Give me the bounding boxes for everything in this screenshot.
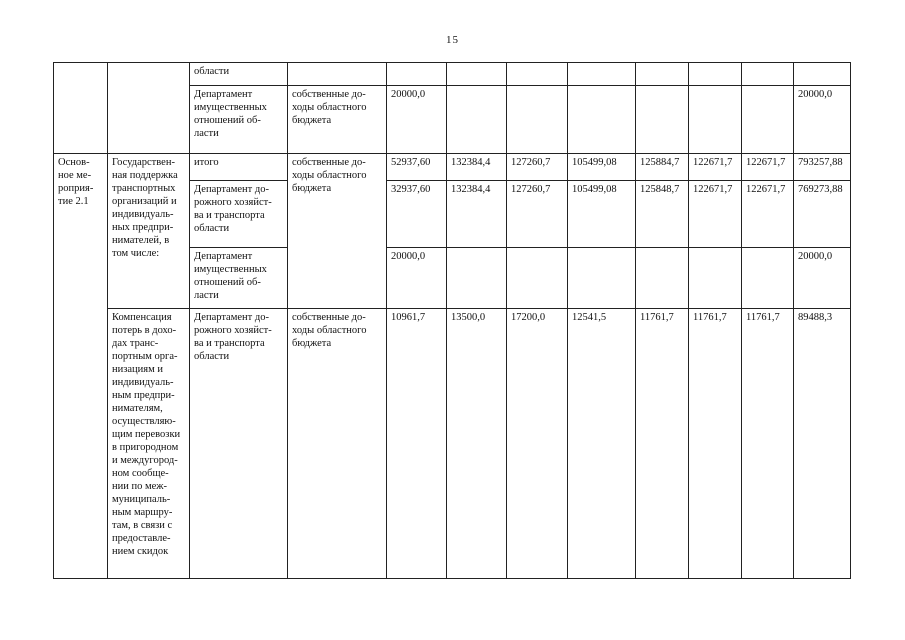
value-cell: 122671,7 bbox=[742, 181, 794, 248]
table-row bbox=[54, 309, 851, 579]
measure-cell bbox=[54, 63, 108, 154]
value-cell: 105499,08 bbox=[568, 154, 636, 181]
value-cell: 132384,4 bbox=[447, 181, 507, 248]
name-cell: Компенсация потерь в дохо- дах транс- портным орга- низациям и индивидуаль- ным предпри- нимателям, осуществляю- щим перевозки в пригородном и междугород- ном сообще- нии по меж- муниципаль- ным маршру- там, в связи с предоставле- нием скидок bbox=[108, 309, 190, 579]
value-cell bbox=[568, 86, 636, 154]
value-cell: 12541,5 bbox=[568, 309, 636, 579]
value-cell bbox=[689, 86, 742, 154]
value-cell: 132384,4 bbox=[447, 154, 507, 181]
value-cell: 122671,7 bbox=[742, 154, 794, 181]
value-cell: 11761,7 bbox=[636, 309, 689, 579]
value-cell: 17200,0 bbox=[507, 309, 568, 579]
source-cell: собственные до- ходы областного бюджета bbox=[288, 86, 387, 154]
value-cell: 793257,88 bbox=[794, 154, 851, 181]
value-cell: 20000,0 bbox=[387, 248, 447, 309]
name-cell bbox=[108, 63, 190, 154]
table-row bbox=[54, 154, 851, 181]
value-cell: 127260,7 bbox=[507, 181, 568, 248]
value-cell: 105499,08 bbox=[568, 181, 636, 248]
value-cell: 13500,0 bbox=[447, 309, 507, 579]
name-cell: Государствен- ная поддержка транспортных организаций и индивидуаль- ных предпри- нимателей, в том числе: bbox=[108, 154, 190, 309]
executor-cell: области bbox=[190, 63, 288, 86]
value-cell bbox=[568, 248, 636, 309]
executor-cell: Департамент до- рожного хозяйст- ва и транспорта области bbox=[190, 181, 288, 248]
value-cell bbox=[689, 248, 742, 309]
source-cell: собственные до- ходы областного бюджета bbox=[288, 309, 387, 579]
value-cell bbox=[742, 86, 794, 154]
value-cell bbox=[636, 86, 689, 154]
value-cell: 127260,7 bbox=[507, 154, 568, 181]
program-funding-table bbox=[53, 62, 851, 579]
page-number: 15 bbox=[446, 34, 459, 46]
value-cell bbox=[447, 86, 507, 154]
executor-cell: Департамент имущественных отношений об- ласти bbox=[190, 86, 288, 154]
value-cell: 125848,7 bbox=[636, 181, 689, 248]
value-cell: 20000,0 bbox=[794, 86, 851, 154]
value-cell: 11761,7 bbox=[742, 309, 794, 579]
value-cell bbox=[447, 248, 507, 309]
value-cell: 11761,7 bbox=[689, 309, 742, 579]
value-cell: 20000,0 bbox=[387, 86, 447, 154]
value-cell: 769273,88 bbox=[794, 181, 851, 248]
value-cell bbox=[507, 248, 568, 309]
table-row bbox=[54, 63, 851, 86]
value-cell: 20000,0 bbox=[794, 248, 851, 309]
source-cell: собственные до- ходы областного бюджета bbox=[288, 154, 387, 309]
value-cell bbox=[507, 86, 568, 154]
value-cell bbox=[636, 248, 689, 309]
value-cell bbox=[742, 248, 794, 309]
executor-cell: итого bbox=[190, 154, 288, 181]
executor-cell: Департамент имущественных отношений об- ласти bbox=[190, 248, 288, 309]
measure-cell: Основ- ное ме- роприя- тие 2.1 bbox=[54, 154, 108, 579]
executor-cell: Департамент до- рожного хозяйст- ва и транспорта области bbox=[190, 309, 288, 579]
value-cell: 125884,7 bbox=[636, 154, 689, 181]
value-cell: 32937,60 bbox=[387, 181, 447, 248]
value-cell: 52937,60 bbox=[387, 154, 447, 181]
value-cell: 122671,7 bbox=[689, 154, 742, 181]
value-cell: 10961,7 bbox=[387, 309, 447, 579]
value-cell: 89488,3 bbox=[794, 309, 851, 579]
value-cell: 122671,7 bbox=[689, 181, 742, 248]
